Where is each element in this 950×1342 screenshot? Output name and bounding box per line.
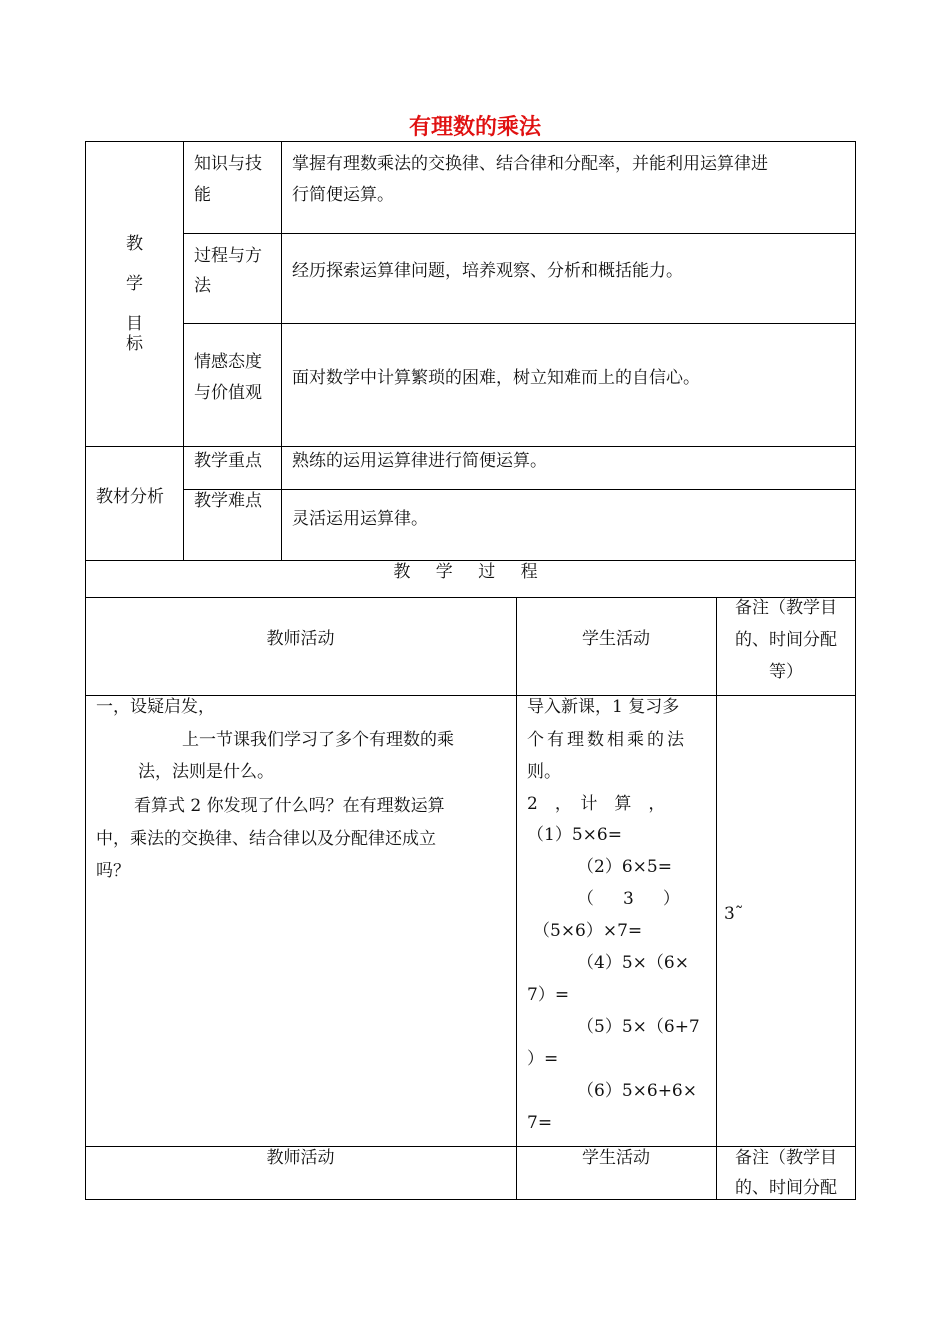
page-title: 有理数的乘法 <box>408 115 541 140</box>
objective-label: 过程与方 <box>194 246 262 266</box>
objective-label: 知识与技 <box>194 154 262 174</box>
student-activity-line: ）= <box>527 1049 559 1069</box>
teacher-activity-line: 上一节课我们学习了多个有理数的乘 <box>182 730 454 750</box>
teacher-activity-line: 中，乘法的交换律、结合律以及分配律还成立 <box>96 829 436 849</box>
student-column-header-repeat: 学生活动 <box>582 1148 650 1168</box>
student-activity-line: （ 3 ） <box>577 889 686 909</box>
objective-content: 面对数学中计算繁琐的困难，树立知难而上的自信心。 <box>292 368 700 388</box>
analysis-row-content: 熟练的运用运算律进行简便运算。 <box>292 451 547 471</box>
objectives-label-char: 学 <box>126 274 143 294</box>
student-activity-line: （1）5×6= <box>527 825 622 845</box>
teacher-activity-line: 一，设疑启发， <box>96 697 215 717</box>
objective-content: 经历探索运算律问题，培养观察、分析和概括能力。 <box>292 261 683 281</box>
student-activity-line: 则。 <box>527 762 561 782</box>
notes-text: 3˜ <box>724 904 744 924</box>
objective-label: 能 <box>194 185 211 205</box>
analysis-row-label: 教学难点 <box>194 491 262 511</box>
student-column-header: 学生活动 <box>582 629 650 649</box>
objectives-label-char: 教 <box>126 234 143 254</box>
student-activity-line: 2 ， 计 算 ， <box>527 794 666 814</box>
analysis-label: 教材分析 <box>96 487 164 507</box>
objective-label: 法 <box>194 276 211 296</box>
teacher-activity-line: 法，法则是什么。 <box>138 762 274 782</box>
teacher-activity-line: 看算式 2 你发现了什么吗？在有理数运算 <box>134 796 445 816</box>
objective-label: 情感态度 <box>194 352 262 372</box>
notes-column-header-repeat: 的、时间分配 <box>735 1178 837 1198</box>
objective-label: 与价值观 <box>194 383 262 403</box>
student-activity-line: （2）6×5= <box>577 857 672 877</box>
notes-column-header-repeat: 备注（教学目 <box>735 1148 837 1168</box>
teacher-column-header: 教师活动 <box>266 629 335 649</box>
analysis-row-label: 教学重点 <box>194 451 262 471</box>
teacher-column-header-repeat: 教师活动 <box>266 1148 335 1168</box>
objective-content: 行简便运算。 <box>292 185 394 205</box>
process-heading: 教 学 过 程 <box>393 562 548 582</box>
student-activity-line: 7）= <box>527 985 570 1005</box>
analysis-row-content: 灵活运用运算律。 <box>292 509 428 529</box>
student-activity-line: 7= <box>527 1113 553 1133</box>
notes-column-header: 等） <box>769 662 803 682</box>
notes-column-header: 的、时间分配 <box>735 630 837 650</box>
notes-column-header: 备注（教学目 <box>735 598 837 618</box>
teacher-activity-line: 吗？ <box>96 861 130 881</box>
student-activity-line: （5×6）×7= <box>533 921 643 941</box>
objectives-label-char: 目 <box>126 314 143 334</box>
objective-content: 掌握有理数乘法的交换律、结合律和分配率，并能利用运算律进 <box>292 154 768 174</box>
objectives-label-char: 标 <box>126 334 143 354</box>
student-activity-line: （5）5×（6+7 <box>577 1017 700 1037</box>
student-activity-line: （4）5×（6× <box>577 953 689 973</box>
student-activity-line: （6）5×6+6× <box>577 1081 697 1101</box>
student-activity-line: 导入新课，1 复习多 <box>527 697 680 717</box>
student-activity-line: 个有理数相乘的法 <box>527 730 687 750</box>
